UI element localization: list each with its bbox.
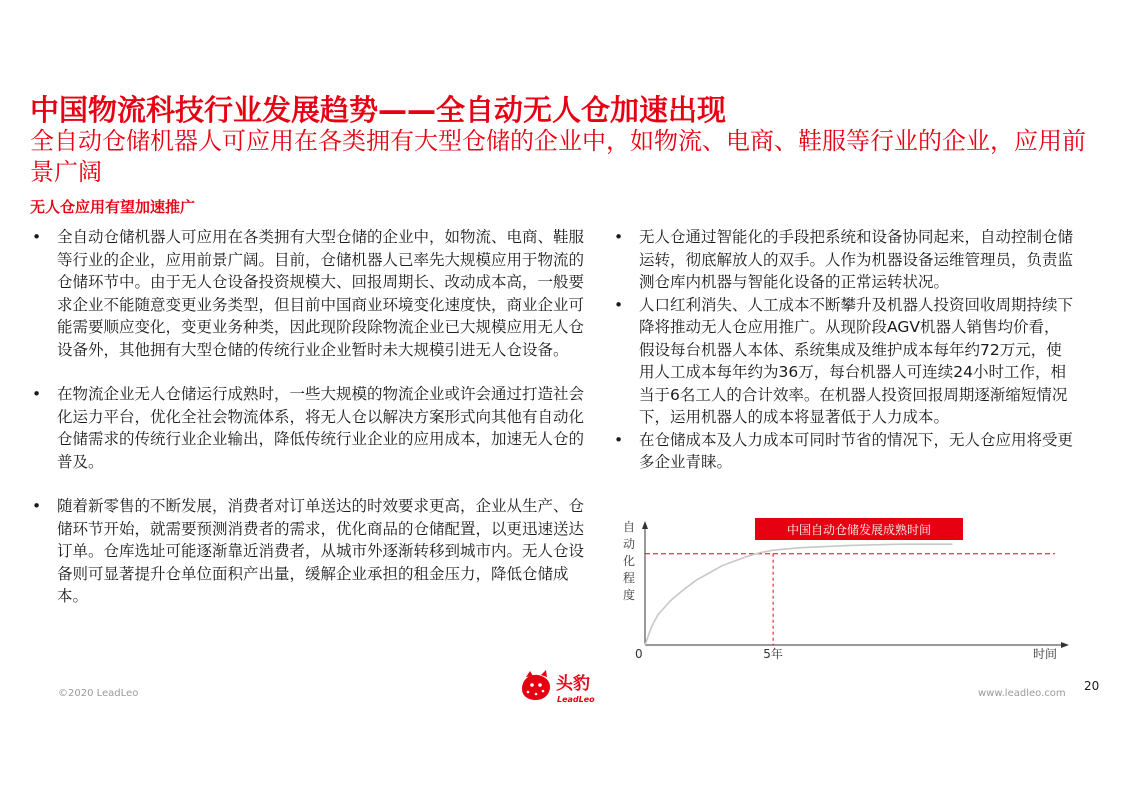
maturity-curve <box>645 544 953 645</box>
chart-title: 中国自动仓储发展成熟时间 <box>786 523 932 537</box>
logo-cn: 头豹 <box>556 674 590 694</box>
logo-en: LeadLeo <box>557 695 595 704</box>
leopard-head-icon <box>522 670 550 700</box>
left-bullet-list <box>30 226 595 630</box>
x-tick-5-years: 5年 <box>763 647 783 661</box>
y-axis-arrow <box>642 521 648 529</box>
y-axis-label-char: 度 <box>622 588 636 602</box>
right-bullet-list <box>612 226 1074 474</box>
x-tick-origin: 0 <box>635 647 643 661</box>
right-bullet-3: • 在仓储成本及人力成本可同时节省的情况下，无人仓应用将受更多企业青睐。 <box>612 429 1074 474</box>
y-axis-label-char: 自 <box>622 520 636 534</box>
footer-website: www.leadleo.com <box>978 688 1066 699</box>
left-bullet-3: • 随着新零售的不断发展，消费者对订单送达的时效要求更高，企业从生产、仓储环节开始，就需要预测消费者的需求，优化商品的仓储配置，以更迅速送达订单。仓库选址可能逐渐靠近消费者，从城市外逐渐转移到城市内。无人仓设备则可显著提升仓单位面积产出量，缓解企业承担的租金压力，降低仓储成本。 <box>30 495 595 608</box>
left-bullet-1: • 全自动仓储机器人可应用在各类拥有大型仓储的企业中，如物流、电商、鞋服等行业的企业，应用前景广阔。目前，仓储机器人已率先大规模应用于物流的仓储环节中。由于无人仓设备投资规模大、回报周期长、改动成本高，一般要求企业不能随意变更业务类型，但目前中国商业环境变化速度快，商业企业可能需要顺应变化，变更业务种类，因此现阶段除物流企业已大规模应用无人仓设备外，其他拥有大型仓储的传统行业企业暂时未大规模引进无人仓设备。 <box>30 226 595 361</box>
footer-copyright: ©2020 LeadLeo <box>58 688 139 699</box>
y-axis-label-char: 化 <box>622 554 636 568</box>
y-axis-label-char: 动 <box>622 537 636 551</box>
left-bullet-2: • 在物流企业无人仓储运行成熟时，一些大规模的物流企业或许会通过打造社会化运力平台，优化全社会物流体系，将无人仓以解决方案形式向其他有自动化仓储需求的传统行业企业输出，降低传统行业企业的应用成本，加速无人仓的普及。 <box>30 383 595 473</box>
maturity-chart <box>615 515 1070 665</box>
x-axis-arrow <box>1061 642 1069 648</box>
leadleo-logo <box>516 667 626 707</box>
x-axis-label: 时间 <box>1032 647 1058 661</box>
page-subtitle: 全自动仓储机器人可应用在各类拥有大型仓储的企业中，如物流、电商、鞋服等行业的企业，应用前景广阔 <box>30 127 1086 186</box>
y-axis-label-char: 程 <box>622 571 636 585</box>
right-bullet-1: • 无人仓通过智能化的手段把系统和设备协同起来，自动控制仓储运转，彻底解放人的双手。人作为机器设备运维管理员，负责监测仓库内机器与智能化设备的正常运转状况。 <box>612 226 1074 294</box>
section-title: 无人仓应用有望加速推广 <box>30 198 196 216</box>
page-title: 中国物流科技行业发展趋势——全自动无人仓加速出现 <box>30 93 727 127</box>
page-number: 20 <box>1084 679 1100 693</box>
y-axis-label <box>623 520 635 602</box>
right-bullet-2: • 人口红利消失、人工成本不断攀升及机器人投资回收周期持续下降将推动无人仓应用推广。从现阶段AGV机器人销售均价看，假设每台机器人本体、系统集成及维护成本每年约72万元，使用人工成本每年约为36万，每台机器人可连续24小时工作，相当于6名工人的合计效率。在机器人投资回报周期逐渐缩短情况下，运用机器人的成本将显著低于人力成本。 <box>612 294 1074 429</box>
